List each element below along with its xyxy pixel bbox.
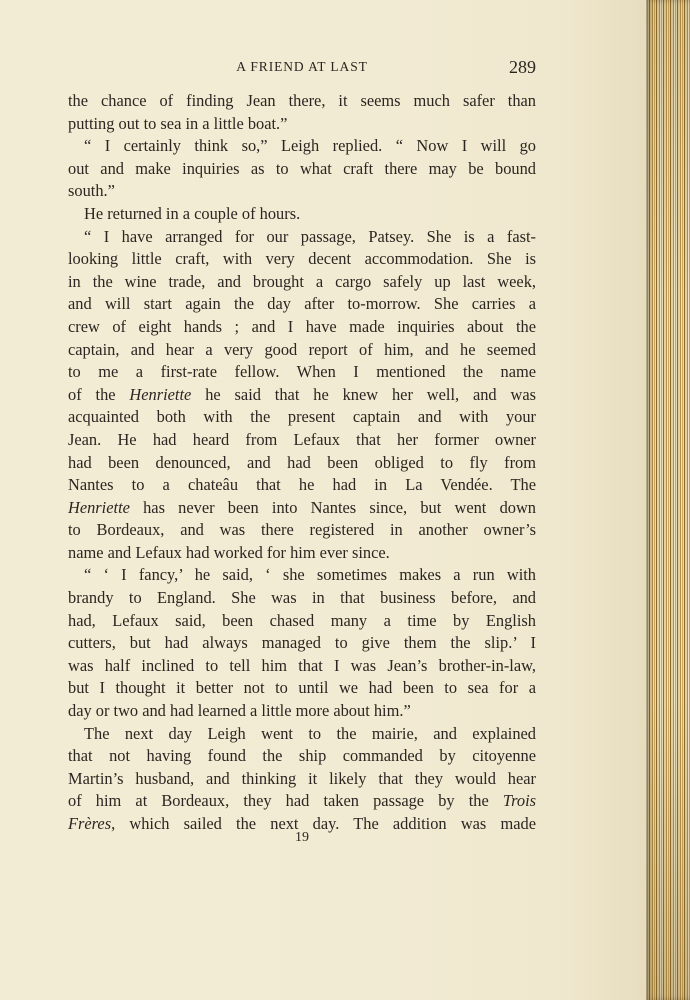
text-line: had, Lefaux said, been chased many a time by English	[68, 610, 536, 630]
text-line: “ I have arranged for our passage, Patsey. She is a fast-	[84, 226, 536, 246]
text-line: to me a first-rate fellow. When I mentioned the name	[68, 362, 536, 382]
text-line: had been denounced, and had been obliged to fly from	[68, 452, 536, 472]
page-number: 289	[509, 57, 536, 77]
running-head	[68, 57, 536, 81]
text-line: to Bordeaux, and was there registered in another owner’s	[68, 520, 536, 540]
text-line: Nantes to a chateâu that he had in La Vendée. The	[68, 475, 536, 495]
text-line: of him at Bordeaux, they had taken passage by the Trois	[68, 791, 536, 811]
text-line: “ ‘ I fancy,’ he said, ‘ she sometimes makes a run with	[84, 565, 536, 585]
text-line: in the wine trade, and brought a cargo safely up last week,	[68, 271, 536, 291]
text-line: Frères, which sailed the next day. The addition was made	[68, 814, 536, 833]
text-line: of the Henriette he said that he knew her well, and was	[68, 384, 536, 404]
text-line: that not having found the ship commanded by citoyenne	[68, 746, 536, 766]
text-line: He returned in a couple of hours.	[84, 203, 301, 223]
text-line: Henriette has never been into Nantes since, but went down	[68, 497, 536, 517]
text-line: south.”	[68, 181, 115, 201]
text-line: Jean. He had heard from Lefaux that her former owner	[68, 429, 536, 449]
text-line: day or two and had learned a little more about him.”	[68, 701, 411, 721]
text-line: crew of eight hands ; and I have made inquiries about the	[68, 316, 536, 336]
text-line: acquainted both with the present captain and with your	[68, 407, 536, 427]
text-line: name and Lefaux had worked for him ever since.	[68, 542, 390, 562]
text-line: the chance of finding Jean there, it seems much safer than	[68, 91, 536, 110]
text-line: and will start again the day after to-morrow. She carries a	[68, 294, 536, 314]
text-line: out and make inquiries as to what craft there may be bound	[68, 158, 536, 178]
text-line: captain, and hear a very good report of him, and he seemed	[68, 339, 536, 359]
text-line: brandy to England. She was in that business before, and	[68, 588, 536, 608]
text-line: looking little craft, with very decent accommodation. She is	[68, 249, 536, 269]
text-line: Martin’s husband, and thinking it likely that they would hear	[68, 768, 536, 788]
page-edges-shadow	[646, 0, 690, 1000]
text-line: putting out to sea in a little boat.”	[68, 113, 288, 133]
text-line: cutters, but had always managed to give them the slip.’ I	[68, 633, 536, 653]
signature-mark: 19	[295, 830, 309, 845]
body-text	[68, 90, 536, 836]
text-line: “ I certainly think so,” Leigh replied. “ Now I will go	[84, 136, 536, 156]
running-title: A FRIEND AT LAST	[236, 59, 368, 74]
text-line: was half inclined to tell him that I was Jean’s brother-in-law,	[68, 655, 536, 675]
text-line: but I thought it better not to until we had been to sea for a	[68, 678, 536, 698]
text-line: The next day Leigh went to the mairie, and explained	[84, 723, 536, 743]
